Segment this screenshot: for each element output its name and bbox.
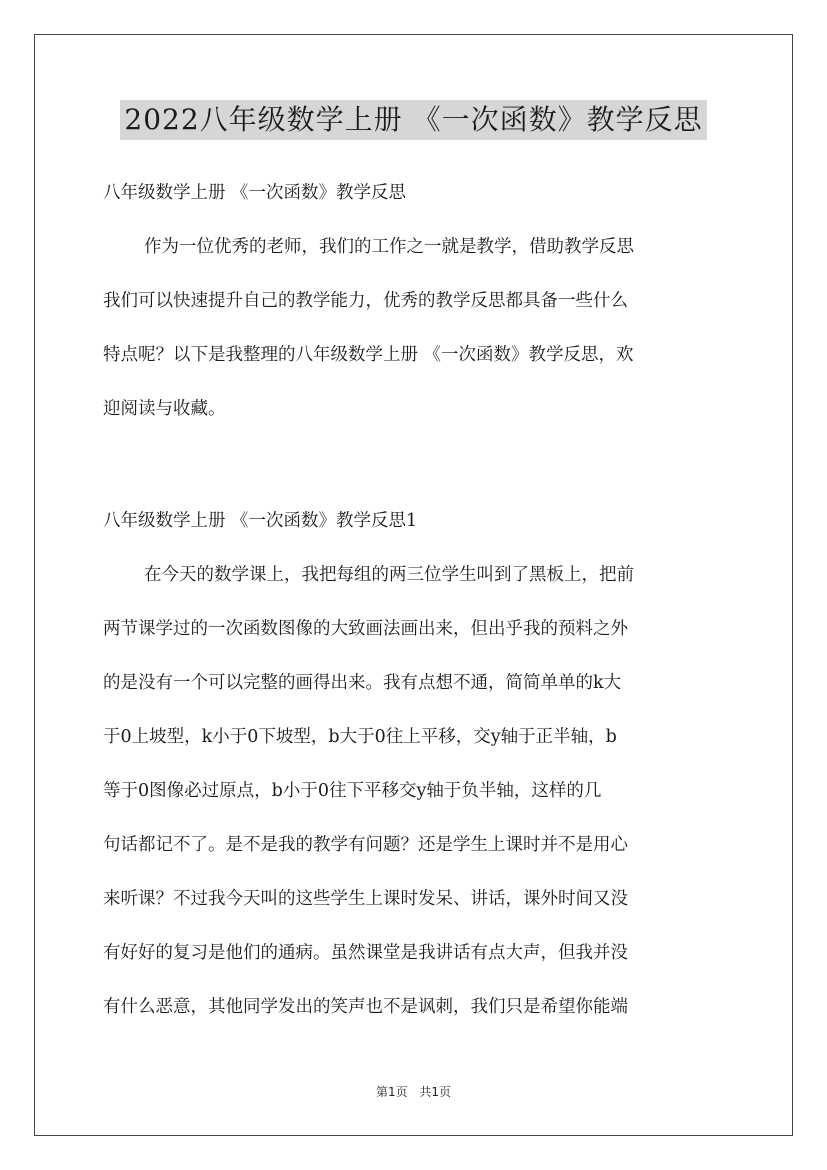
section-line: 等于0图像必过原点，b小于0往下平移交y轴于负半轴，这样的几 — [103, 781, 602, 801]
section-line: 于0上坡型，k小于0下坡型，b大于0往上平移，交y轴于正半轴，b — [103, 727, 617, 747]
section-line: 有好好的复习是他们的通病。虽然课堂是我讲话有点大声，但我并没 — [103, 943, 628, 963]
section-line: 句话都记不了。是不是我的教学有问题？还是学生上课时并不是用心 — [103, 835, 628, 855]
paragraph-gap — [103, 446, 743, 504]
section-line: 来听课？不过我今天叫的这些学生上课时发呆、讲话，课外时间又没 — [103, 889, 628, 909]
document-body — [103, 176, 743, 1044]
section-line: 的是没有一个可以完整的画得出来。我有点想不通，简简单单的k大 — [103, 673, 622, 693]
intro-line: 我们可以快速提升自己的教学能力，优秀的教学反思都具备一些什么 — [103, 291, 628, 311]
page-footer — [0, 1083, 827, 1100]
document-title: 2022八年级数学上册 《一次函数》教学反思 — [120, 100, 706, 140]
intro-line: 特点呢？以下是我整理的八年级数学上册 《一次函数》教学反思，欢 — [103, 345, 634, 365]
section-heading: 八年级数学上册 《一次函数》教学反思1 — [103, 511, 418, 531]
section-line: 在今天的数学课上，我把每组的两三位学生叫到了黑板上，把前 — [144, 565, 634, 585]
page-number: 第1页 — [375, 1085, 408, 1099]
title-wrap — [0, 100, 827, 140]
intro-line: 作为一位优秀的老师，我们的工作之一就是教学，借助教学反思 — [144, 237, 634, 257]
section-line: 两节课学过的一次函数图像的大致画法画出来，但出乎我的预料之外 — [103, 619, 628, 639]
page-total: 共1页 — [419, 1085, 452, 1099]
intro-line: 迎阅读与收藏。 — [103, 399, 226, 419]
section-line: 有什么恶意，其他同学发出的笑声也不是讽刺，我们只是希望你能端 — [103, 997, 628, 1017]
intro-heading: 八年级数学上册 《一次函数》教学反思 — [103, 183, 407, 203]
